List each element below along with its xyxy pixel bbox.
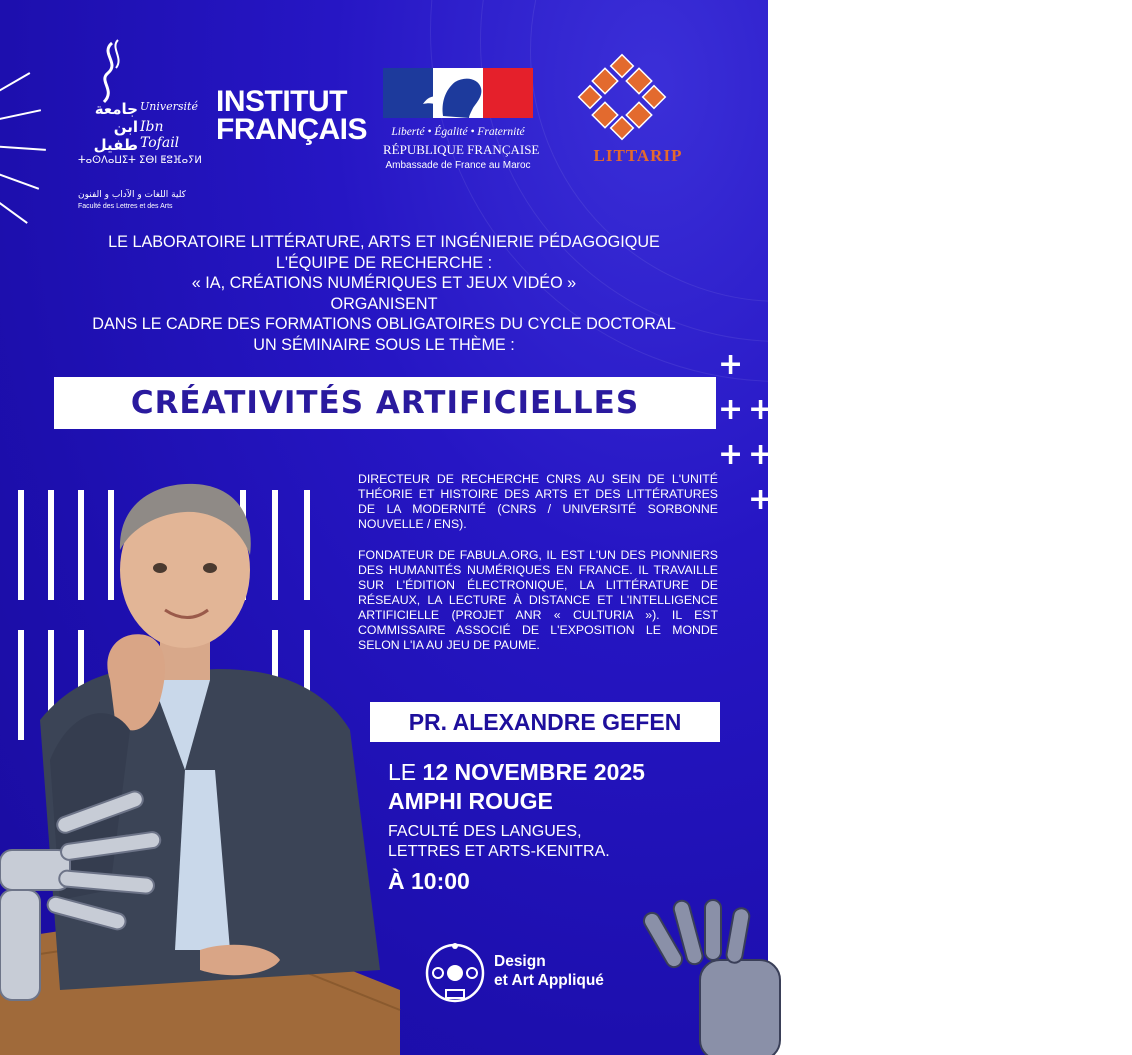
- institut-line1: INSTITUT: [216, 85, 347, 118]
- event-date-prefix: LE: [388, 759, 423, 785]
- decorative-ray: [0, 109, 41, 122]
- universite-ibn-tofail-logo: [78, 38, 202, 210]
- theme-title: CRÉATIVITÉS ARTIFICIELLES: [130, 385, 640, 421]
- republique-francaise-logo: [383, 68, 540, 178]
- event-details: [388, 758, 748, 896]
- intro-line: « IA, CRÉATIONS NUMÉRIQUES ET JEUX VIDÉO »: [191, 274, 577, 292]
- theme-banner: [54, 377, 716, 429]
- design-emblem-icon: [420, 938, 490, 1008]
- institut-francais-logo: [216, 85, 367, 146]
- university-latin-1: Université: [140, 100, 198, 113]
- embassy-name: Ambassade de France au Maroc: [385, 160, 531, 171]
- speaker-bio: [358, 472, 718, 669]
- decorative-ray: [0, 145, 46, 151]
- event-time: À 10:00: [388, 868, 470, 894]
- plus-icon: +: [748, 482, 774, 517]
- faculty-arabic: كلية اللغات و الآداب و الفنون: [78, 190, 186, 200]
- event-date-line: [388, 758, 748, 786]
- event-faculty-line1: FACULTÉ DES LANGUES,: [388, 823, 582, 840]
- robot-hand-icon: [640, 900, 770, 1050]
- intro-line: ORGANISENT: [330, 294, 438, 313]
- marianne-icon: [383, 68, 533, 118]
- littarip-logo: [578, 68, 698, 178]
- decorative-ray: [0, 170, 39, 190]
- republique-motto: Liberté • Égalité • Fraternité: [391, 126, 525, 138]
- intro-line: UN SÉMINAIRE SOUS LE THÈME :: [253, 335, 515, 354]
- plus-icon: +: [718, 347, 744, 382]
- bio-paragraph: FONDATEUR DE FABULA.ORG, IL EST L'UN DES PIONNIERS DES HUMANITÉS NUMÉRIQUES EN FRANCE. IL TRAVAILLE SUR L'ÉDITION ÉLECTRONIQUE, LA LITTÉRATURE DE RÉSEAUX, LA LECTURE À DISTANCE ET L'INTELLIGENCE ARTIFICIELLE (PROJET ANR « CULTURIA »). IL EST COMMISSAIRE ASSOCIÉ DE L'EXPOSITION LE MONDE SELON L'IA AU JEU DE PAUME.: [358, 548, 718, 652]
- decorative-ray: [0, 195, 28, 224]
- event-location: AMPHI ROUGE: [388, 788, 553, 814]
- plus-icon: +: [748, 437, 774, 472]
- speaker-name-box: [370, 702, 720, 742]
- design-line1: Design: [494, 953, 546, 970]
- intro-text: [0, 232, 768, 355]
- university-latin-2: Ibn Tofail: [140, 119, 180, 151]
- plus-icon: +: [748, 392, 774, 427]
- event-date: 12 NOVEMBRE 2025: [422, 759, 645, 785]
- university-tifinagh: ⵜⴰⵙⴷⴰⵡⵉⵜ ⵉⴱⵏ ⵟⵓⴼⴰⵢⵍ: [78, 155, 202, 166]
- university-arabic-name: جامعة ابن طفيل: [93, 100, 138, 154]
- littarip-text: LITTARIP: [593, 146, 683, 165]
- speaker-name: PR. ALEXANDRE GEFEN: [408, 708, 682, 735]
- intro-line: LE LABORATOIRE LITTÉRATURE, ARTS ET INGÉNIERIE PÉDAGOGIQUE: [108, 233, 660, 251]
- design-line2: et Art Appliqué: [494, 972, 604, 989]
- plus-icon: +: [718, 392, 744, 427]
- plus-icon: +: [718, 437, 744, 472]
- decorative-ray: [0, 72, 30, 97]
- intro-line: L'ÉQUIPE DE RECHERCHE :: [275, 253, 493, 272]
- design-art-logo: [420, 938, 660, 1008]
- intro-line: DANS LE CADRE DES FORMATIONS OBLIGATOIRES DU CYCLE DOCTORAL: [92, 315, 676, 333]
- faculty-french: Faculté des Lettres et des Arts: [78, 203, 173, 210]
- speaker-photo: [0, 470, 400, 1055]
- republique-name: RÉPUBLIQUE FRANÇAISE: [383, 142, 540, 157]
- littarip-emblem-icon: [578, 68, 698, 148]
- event-faculty-line2: LETTRES ET ARTS-KENITRA.: [388, 843, 610, 860]
- quill-icon: [90, 38, 130, 108]
- bio-paragraph: DIRECTEUR DE RECHERCHE CNRS AU SEIN DE L'UNITÉ THÉORIE ET HISTOIRE DES ARTS ET DES LITTÉRATURES DE LA MODERNITÉ (CNRS / UNIVERSITÉ SORBONNE NOUVELLE / ENS).: [358, 472, 718, 531]
- institut-line2: FRANÇAIS: [216, 113, 367, 146]
